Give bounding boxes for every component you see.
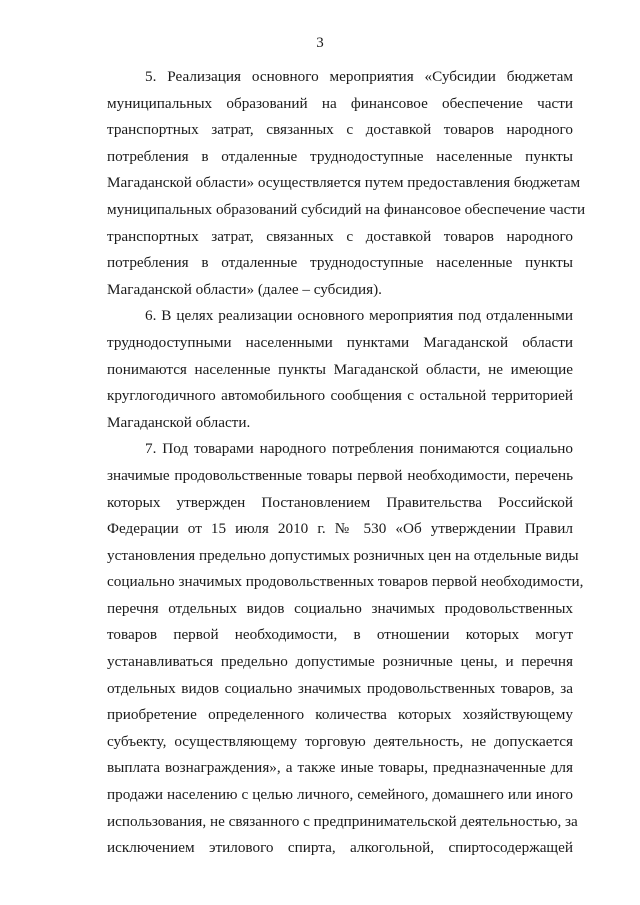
text-line: транспортных затрат, связанных с доставкой товаров народного bbox=[107, 227, 573, 245]
paragraph-6 bbox=[107, 303, 573, 436]
text-line: отдельных видов социально значимых продовольственных товаров, за bbox=[107, 679, 573, 697]
text-line: значимые продовольственные товары первой необходимости, перечень bbox=[107, 466, 573, 484]
text-line: Магаданской области» осуществляется путем предоставления бюджетам bbox=[107, 174, 581, 192]
text-line: транспортных затрат, связанных с доставкой товаров народного bbox=[107, 121, 573, 139]
page-number: 3 bbox=[316, 35, 324, 51]
text-line: Федерации от 15 июля 2010 г. № 530 «Об утверждении Правил bbox=[107, 520, 573, 538]
paragraph-5 bbox=[107, 64, 586, 303]
text-line: устанавливаться предельно допустимые розничные цены, и перечня bbox=[107, 653, 573, 671]
text-line: товаров первой необходимости, в отношении которых могут bbox=[107, 626, 573, 644]
text-line: использования, не связанного с предпринимательской деятельностью, за bbox=[107, 812, 578, 830]
text-line: понимаются населенные пункты Магаданской области, не имеющие bbox=[107, 360, 573, 378]
text-line: социально значимых продовольственных товаров первой необходимости, bbox=[107, 573, 584, 591]
text-line: 6. В целях реализации основного мероприятия под отдаленными bbox=[145, 307, 573, 325]
text-line: 7. Под товарами народного потребления понимаются социально bbox=[145, 440, 573, 458]
text-line: муниципальных образований на финансовое обеспечение части bbox=[107, 94, 573, 112]
text-line: потребления в отдаленные труднодоступные населенные пункты bbox=[107, 147, 573, 165]
text-line: круглогодичного автомобильного сообщения с остальной территорией bbox=[107, 387, 573, 405]
text-line: выплата вознаграждения», а также иные товары, предназначенные для bbox=[107, 759, 573, 777]
paragraph-7 bbox=[107, 436, 584, 862]
text-line: приобретение определенного количества которых хозяйствующему bbox=[107, 706, 573, 724]
text-line: потребления в отдаленные труднодоступные населенные пункты bbox=[107, 254, 573, 272]
text-line: которых утвержден Постановлением Правительства Российской bbox=[107, 493, 573, 511]
text-line: Магаданской области» (далее – субсидия). bbox=[107, 280, 382, 298]
text-line: субъекту, осуществляющему торговую деятельность, не допускается bbox=[107, 732, 573, 750]
text-line: Магаданской области. bbox=[107, 413, 251, 431]
text-line: продажи населению с целью личного, семейного, домашнего или иного bbox=[107, 786, 573, 804]
text-line: 5. Реализация основного мероприятия «Субсидии бюджетам bbox=[145, 68, 573, 85]
document-body bbox=[107, 64, 586, 862]
text-line: установления предельно допустимых розничных цен на отдельные виды bbox=[107, 546, 579, 564]
text-line: перечня отдельных видов социально значимых продовольственных bbox=[107, 599, 573, 617]
text-line: исключением этилового спирта, алкогольной, спиртосодержащей bbox=[107, 839, 573, 857]
text-line: муниципальных образований субсидий на финансовое обеспечение части bbox=[107, 200, 586, 218]
text-line: труднодоступными населенными пунктами Магаданской области bbox=[107, 333, 573, 351]
